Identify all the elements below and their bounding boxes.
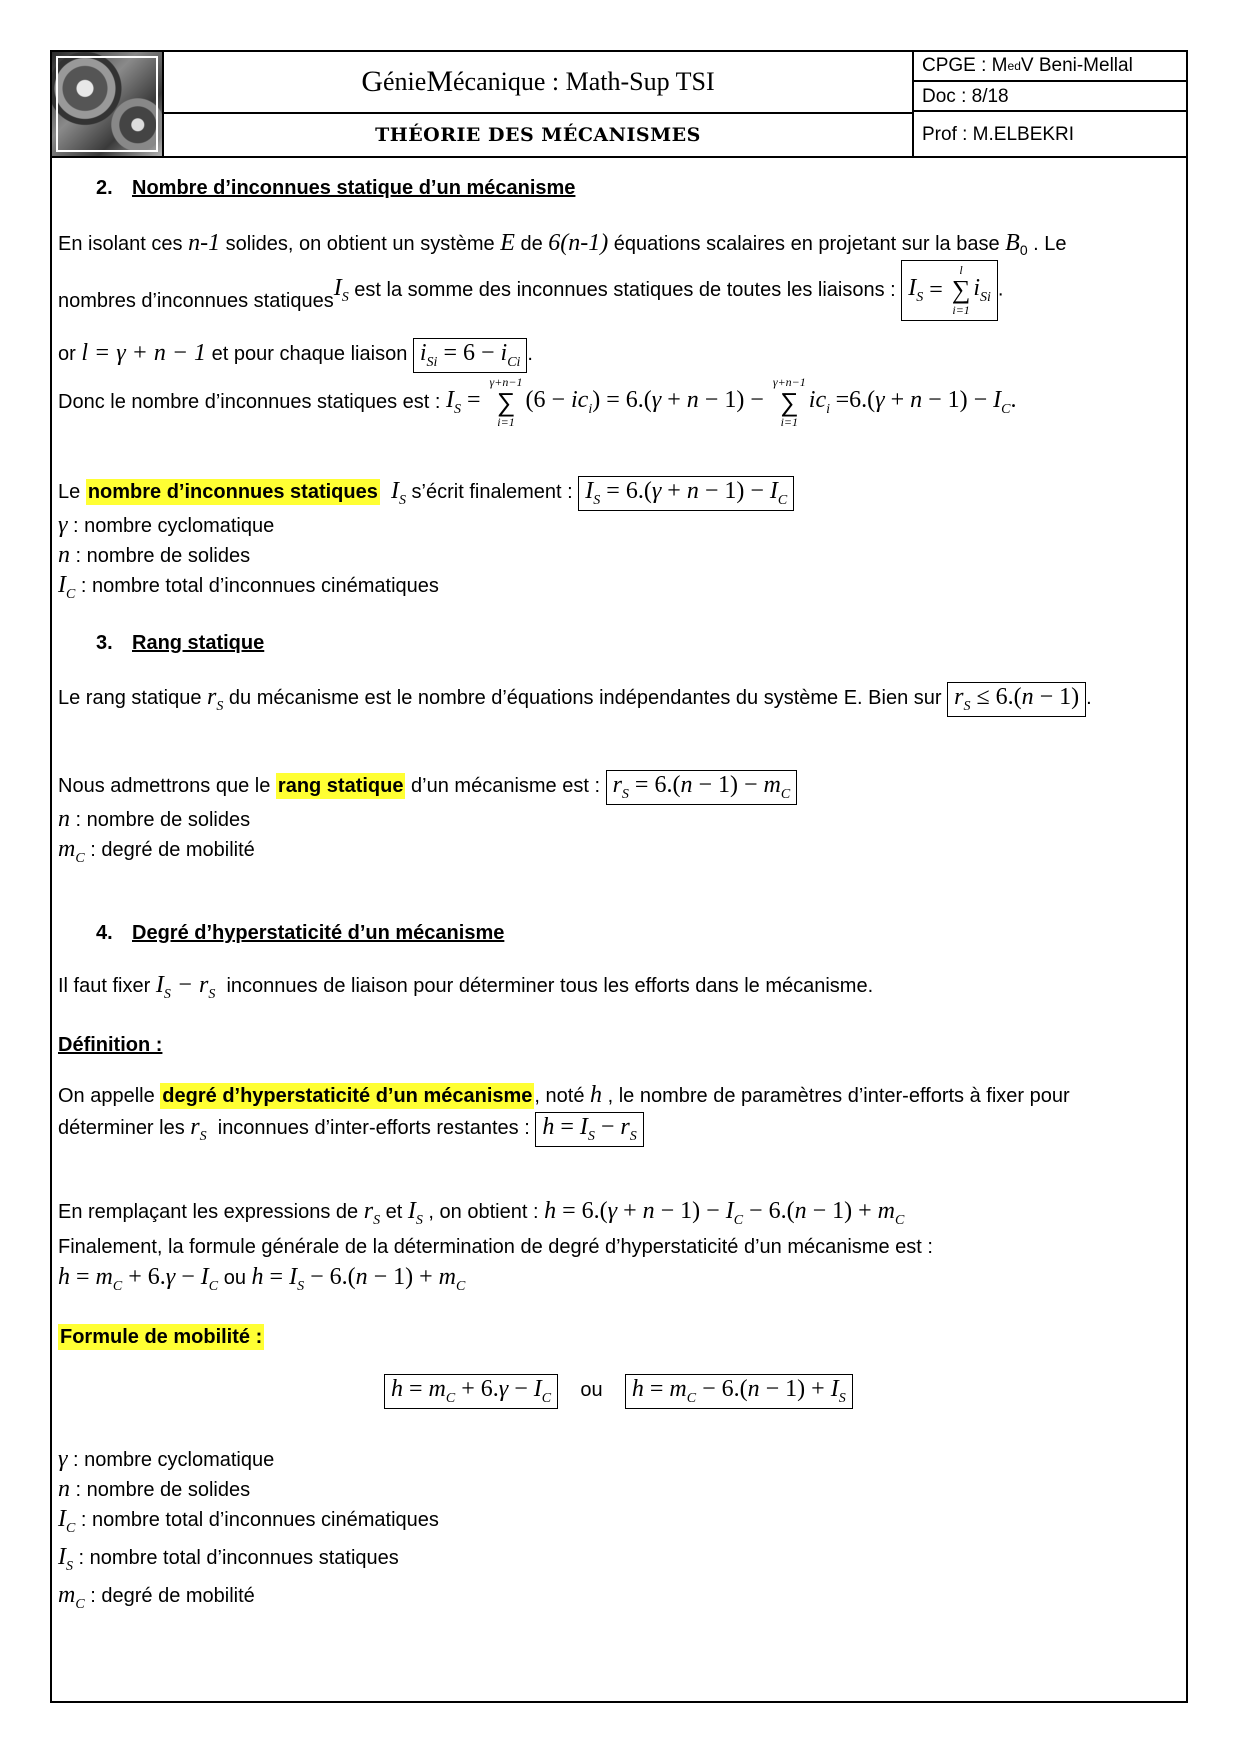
doc-number: Doc : 8/18 — [914, 84, 1186, 112]
paragraph-is-sum: nombres d’inconnues statiquesI$_S$ est la somme des inconnues statiques de toutes les liaisons : $I_S$ = l ∑ i=1 $i_{Si}$ . — [58, 260, 1003, 321]
legend-gamma: γ : nombre cyclomatique — [58, 512, 275, 538]
formula-isi: $i_{Si} = 6 - i_{Ci}$ — [413, 338, 528, 373]
formula-h-general: $h = m_C + 6.\gamma - I_C$ ou $h = I_S - 6.(n - 1) + m_C$ — [58, 1264, 466, 1294]
chapter-title: THÉORIE DES MÉCANISMES — [164, 114, 914, 156]
legend-ic-2: $I_C$ : nombre total d’inconnues cinématiques — [58, 1506, 439, 1536]
legend-n: n : nombre de solides — [58, 542, 251, 568]
paragraph-rank-formula: Nous admettrons que le rang statique d’un mécanisme est : $r_S = 6.(n - 1) - m_C$ — [58, 770, 797, 805]
paragraph-definition-1: On appelle degré d’hyperstaticité d’un mécanisme , noté h , le nombre de paramètres d’inter-efforts à fixer pour — [58, 1082, 1070, 1108]
section-4-heading: 4. Degré d’hyperstaticité d’un mécanisme — [96, 922, 505, 944]
paragraph-l-definition: or l = γ + n − 1 et pour chaque liaison $i_{Si} = 6 - i_{Ci}$ . — [58, 338, 533, 373]
legend-mc: $m_C$ : degré de mobilité — [58, 836, 255, 866]
definition-label: Définition : — [58, 1034, 163, 1056]
legend-mc-2: $m_C$ : degré de mobilité — [58, 1582, 255, 1612]
course-title: G énie M écanique : Math-Sup TSI — [164, 52, 914, 114]
mobility-formulas: $h = m_C + 6.\gamma - I_C$ ou $h = m_C - 6.(n - 1) + I_S$ — [384, 1374, 853, 1409]
school-cell: CPGE : M ed V Beni-Mellal — [914, 52, 1186, 82]
legend-gamma-2: γ : nombre cyclomatique — [58, 1446, 275, 1472]
paragraph-final-formula: Finalement, la formule générale de la détermination de degré d’hyperstaticité d’un mécanisme est : — [58, 1236, 933, 1258]
paragraph-is-development: Donc le nombre d’inconnues statiques est : $I_S$ = γ+n−1 ∑ i=1 $(6 - ic_i) = 6.(\gamma + n - 1)$ − γ+n−1 ∑ i=1 $ic_i =6.(\gamma + n - 1) - I_C$. — [58, 375, 1017, 430]
gears-logo — [52, 52, 164, 156]
paragraph-system: En isolant ces n-1 solides, on obtient un système E de 6(n-1) équations scalaires en projetant sur la base $B_0$ . Le — [58, 230, 1067, 258]
formula-rs: $r_S = 6.(n - 1) - m_C$ — [606, 770, 798, 805]
paragraph-fix-unknowns: Il faut fixer $I_S - r_S$ inconnues de liaison pour déterminer tous les efforts dans le mécanisme. — [58, 972, 874, 1002]
formula-mobility-1: $h = m_C + 6.\gamma - I_C$ — [384, 1374, 558, 1409]
document-header — [52, 52, 1186, 158]
legend-is: $I_S$ : nombre total d’inconnues statiques — [58, 1544, 399, 1574]
formula-is-sum: $I_S$ = l ∑ i=1 $i_{Si}$ — [901, 260, 998, 321]
paragraph-is-final: Le nombre d’inconnues statiques $I_S$ s’écrit finalement : $I_S = 6.(\gamma + n - 1) - I_C$ — [58, 476, 794, 511]
legend-ic: $I_C$ : nombre total d’inconnues cinématiques — [58, 572, 439, 602]
formula-rs-bound: $r_S \le 6.(n - 1)$ — [947, 682, 1086, 717]
paragraph-definition-2: déterminer les $r_S$ inconnues d’inter-efforts restantes : $h = I_S - r_S$ — [58, 1112, 644, 1147]
legend-n-2: n : nombre de solides — [58, 806, 251, 832]
formula-mobility-2: $h = m_C - 6.(n - 1) + I_S$ — [625, 1374, 853, 1409]
paragraph-rank: Le rang statique $r_S$ du mécanisme est le nombre d’équations indépendantes du système E. Bien sur $r_S \le 6.(n - 1)$ . — [58, 682, 1092, 717]
mobility-label: Formule de mobilité : — [60, 1326, 263, 1348]
formula-h-definition: $h = I_S - r_S$ — [535, 1112, 643, 1147]
section-3-heading: 3. Rang statique — [96, 632, 265, 654]
prof-name: Prof : M.ELBEKRI — [922, 124, 1075, 145]
legend-n-3: n : nombre de solides — [58, 1476, 251, 1502]
formula-is-final: $I_S = 6.(\gamma + n - 1) - I_C$ — [578, 476, 794, 511]
section-2-heading: 2. Nombre d’inconnues statique d’un mécanisme — [96, 177, 576, 199]
paragraph-replacement: En remplaçant les expressions de $r_S$ et $I_S$ , on obtient : $h = 6.(\gamma + n - 1) - I_C - 6.(n - 1) + m_C$ — [58, 1198, 905, 1228]
